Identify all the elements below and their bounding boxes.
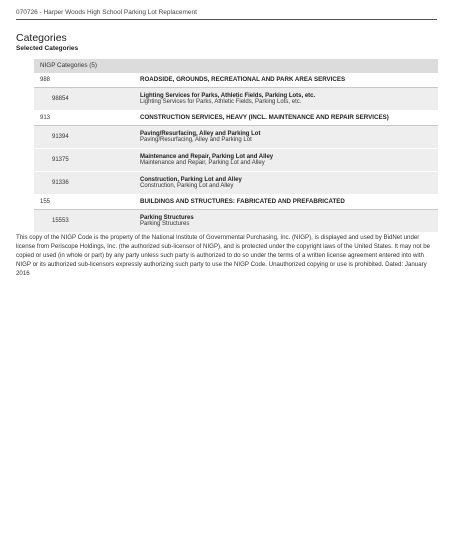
category-code: 155: [34, 195, 140, 210]
subcategory-description: [140, 172, 438, 195]
subcategory-detail: Lighting Services for Parks, Athletic Fields, Parking Lots, etc.: [140, 99, 302, 105]
subcategory-detail: Maintenance and Repair, Parking Lot and Alley: [140, 160, 265, 166]
table-caption: NIGP Categories (5): [34, 59, 438, 73]
subcategory-row: [34, 149, 438, 172]
category-name: BUILDINGS AND STRUCTURES: FABRICATED AND PREFABRICATED: [140, 195, 438, 210]
subcategory-description: [140, 126, 438, 149]
category-name: ROADSIDE, GROUNDS, RECREATIONAL AND PARK AREA SERVICES: [140, 73, 438, 88]
subcategory-code: 15553: [34, 210, 140, 233]
subcategory-detail: Construction, Parking Lot and Alley: [140, 183, 234, 189]
subcategory-detail: Parking Structures: [140, 221, 190, 227]
category-row: [34, 111, 438, 126]
subcategory-row: [34, 172, 438, 195]
subcategory-detail: Paving/Resurfacing, Alley and Parking Lot: [140, 137, 252, 143]
subcategory-name: Lighting Services for Parks, Athletic Fields, Parking Lots, etc.: [140, 92, 316, 99]
nigp-categories-table: [34, 59, 438, 233]
subcategory-code: 91375: [34, 149, 140, 172]
copyright-notice: This copy of the NIGP Code is the property of the National Institute of Governmental Purchasing, Inc. (NIGP), is displayed and used by BidNet under license from Periscope Holdings, Inc. (the authorized sub-licensor of NIGP), and is protected under the copyright laws of the United States. It may not be copied or used (in whole or part) by any party unless such party is authorized to do so under the terms of a written license agreement entered into with NIGP or its authorized sub-licensors expressly authorizing such party to use the NIGP Code. Unauthorized copying or use is prohibited. Dated: January 2016: [16, 234, 431, 277]
subcategory-name: Construction, Parking Lot and Alley: [140, 176, 242, 183]
category-code: 913: [34, 111, 140, 126]
subcategory-name: Parking Structures: [140, 214, 194, 221]
category-row: [34, 73, 438, 88]
subcategory-code: 98854: [34, 88, 140, 111]
category-code: 988: [34, 73, 140, 88]
subcategory-code: 91394: [34, 126, 140, 149]
subcategory-name: Maintenance and Repair, Parking Lot and Alley: [140, 153, 274, 160]
subcategory-description: [140, 88, 438, 111]
subcategory-code: 91336: [34, 172, 140, 195]
subcategory-row: [34, 88, 438, 111]
section-title: Categories: [16, 32, 67, 44]
page-header: 070726 - Harper Woods High School Parking Lot Replacement: [16, 8, 437, 20]
subcategory-description: [140, 210, 438, 233]
subcategory-row: [34, 210, 438, 233]
category-name: CONSTRUCTION SERVICES, HEAVY (INCL. MAINTENANCE AND REPAIR SERVICES): [140, 111, 438, 126]
subcategory-description: [140, 149, 438, 172]
category-row: [34, 195, 438, 210]
subcategory-name: Paving/Resurfacing, Alley and Parking Lot: [140, 130, 261, 137]
table-caption-row: [34, 59, 438, 73]
section-subtitle: Selected Categories: [16, 45, 79, 52]
subcategory-row: [34, 126, 438, 149]
